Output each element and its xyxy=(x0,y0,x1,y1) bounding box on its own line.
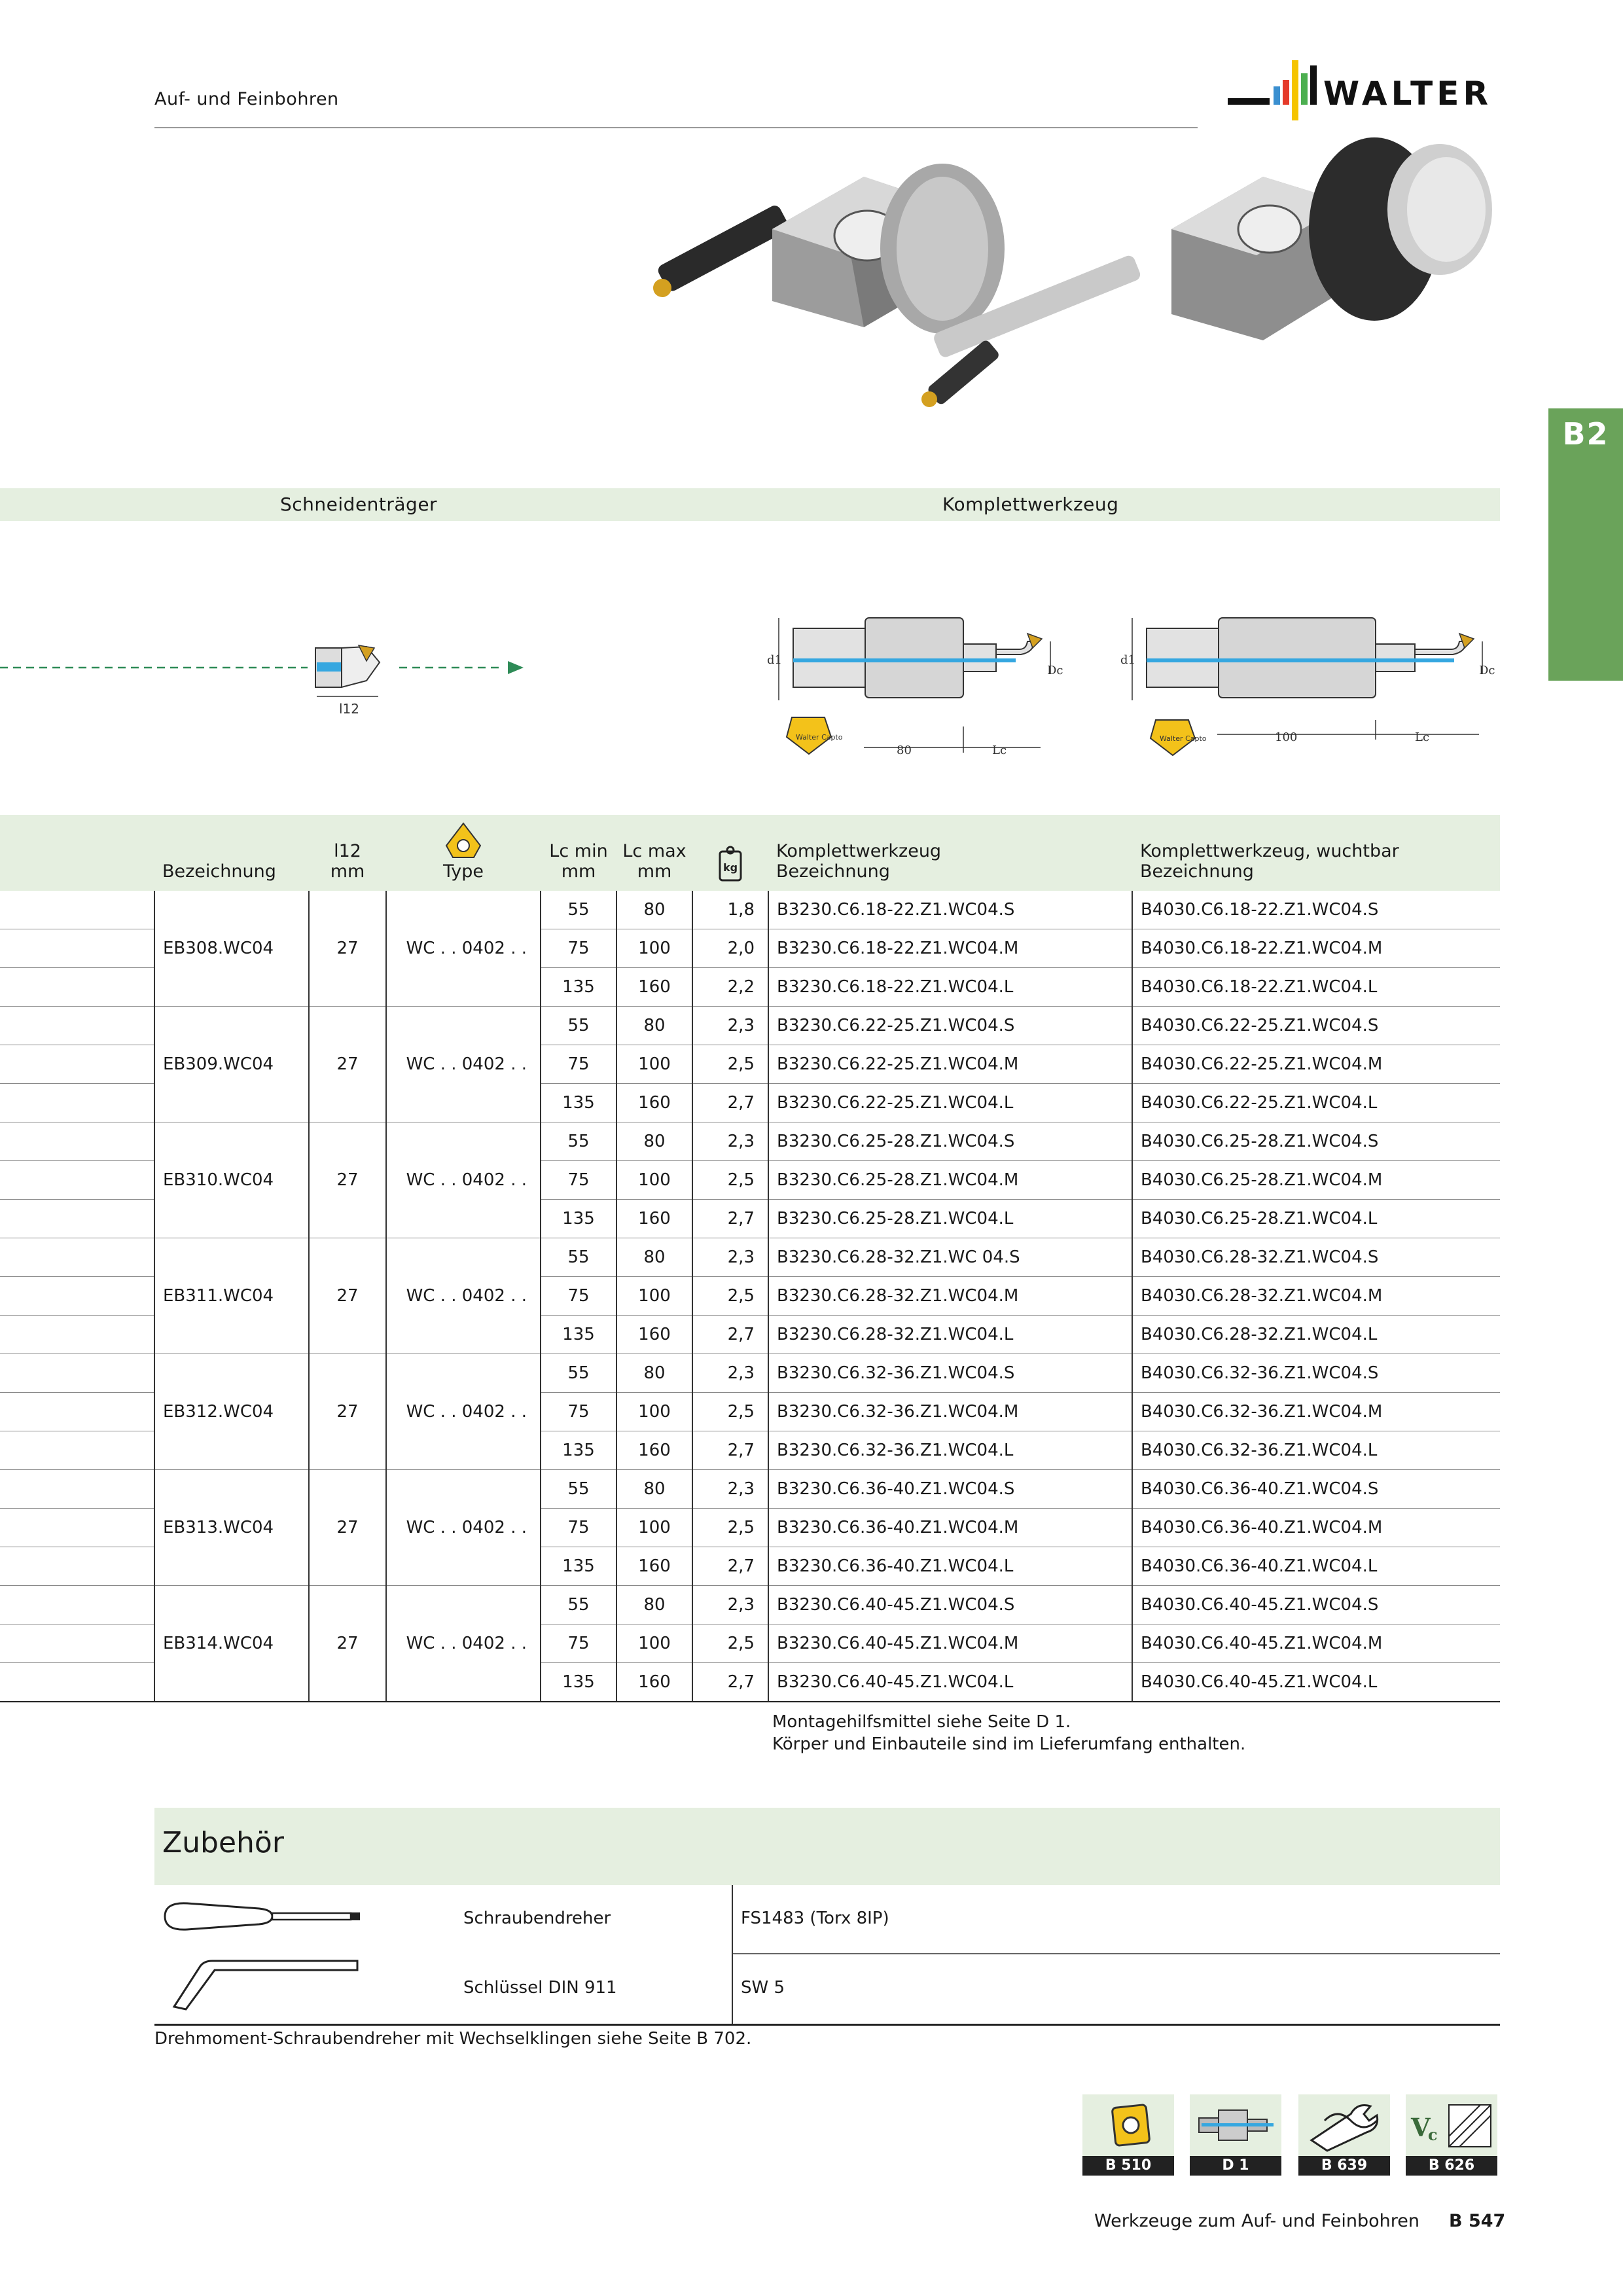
cell-type: WC . . 0402 . . xyxy=(386,1586,541,1702)
band-label-komplettwerkzeug: Komplettwerkzeug xyxy=(942,493,1119,515)
row-spacer xyxy=(0,891,154,929)
ref-assembly-label: D 1 xyxy=(1190,2156,1281,2176)
cell-weight: 2,2 xyxy=(692,968,768,1007)
cell-wucht: B4030.C6.36-40.Z1.WC04.M xyxy=(1132,1509,1500,1547)
ref-wrench-label: B 639 xyxy=(1298,2156,1390,2176)
cell-bezeichnung: EB308.WC04 xyxy=(154,891,309,1007)
cell-lc-min: 75 xyxy=(541,1393,616,1431)
accessories-header xyxy=(154,1808,1500,1885)
cell-wucht: B4030.C6.22-25.Z1.WC04.S xyxy=(1132,1007,1500,1045)
cell-komplett: B3230.C6.22-25.Z1.WC04.M xyxy=(768,1045,1132,1084)
cell-komplett: B3230.C6.40-45.Z1.WC04.S xyxy=(768,1586,1132,1624)
cell-bezeichnung: EB314.WC04 xyxy=(154,1586,309,1702)
cell-weight: 2,5 xyxy=(692,1161,768,1200)
long-tool-image xyxy=(921,137,1492,407)
cell-weight: 2,3 xyxy=(692,1354,768,1393)
cell-komplett: B3230.C6.36-40.Z1.WC04.M xyxy=(768,1509,1132,1547)
cell-wucht: B4030.C6.18-22.Z1.WC04.S xyxy=(1132,891,1500,929)
row-spacer xyxy=(0,1045,154,1084)
table-row xyxy=(0,1007,1500,1045)
cell-l12: 27 xyxy=(309,1122,386,1238)
cell-lc-max: 160 xyxy=(616,1200,692,1238)
dim-d1-label: d1 xyxy=(767,653,782,667)
cell-l12: 27 xyxy=(309,1354,386,1470)
table-header-row xyxy=(0,815,1500,891)
row-spacer xyxy=(0,1509,154,1547)
cell-lc-min: 75 xyxy=(541,1045,616,1084)
cell-wucht: B4030.C6.18-22.Z1.WC04.L xyxy=(1132,968,1500,1007)
cell-lc-max: 100 xyxy=(616,1393,692,1431)
row-spacer xyxy=(0,1161,154,1200)
note-line-1: Montagehilfsmittel siehe Seite D 1. xyxy=(772,1712,1071,1732)
dim-l12-label: l12 xyxy=(339,701,360,717)
section-title: Auf- und Feinbohren xyxy=(154,89,339,109)
cell-type: WC . . 0402 . . xyxy=(386,1007,541,1122)
cell-type: WC . . 0402 . . xyxy=(386,1354,541,1470)
cell-bezeichnung: EB313.WC04 xyxy=(154,1470,309,1586)
cell-weight: 2,3 xyxy=(692,1586,768,1624)
accessories-footnote: Drehmoment-Schraubendreher mit Wechselklingen siehe Seite B 702. xyxy=(154,2029,752,2049)
cell-wucht: B4030.C6.36-40.Z1.WC04.S xyxy=(1132,1470,1500,1509)
header-type: Type xyxy=(386,815,541,891)
svg-text:c: c xyxy=(1428,2125,1438,2144)
cell-lc-min: 55 xyxy=(541,1586,616,1624)
cell-lc-min: 135 xyxy=(541,1547,616,1586)
accessory-name-2: Schlüssel DIN 911 xyxy=(463,1978,617,1998)
dim-d1-label-2: d1 xyxy=(1120,653,1135,667)
screwdriver-icon xyxy=(161,1897,370,1936)
weight-icon xyxy=(717,845,743,882)
cell-bezeichnung: EB310.WC04 xyxy=(154,1122,309,1238)
cell-lc-min: 135 xyxy=(541,1200,616,1238)
cell-wucht: B4030.C6.22-25.Z1.WC04.L xyxy=(1132,1084,1500,1122)
cell-wucht: B4030.C6.25-28.Z1.WC04.M xyxy=(1132,1161,1500,1200)
header-spacer xyxy=(0,815,154,891)
header-bezeichnung: Bezeichnung xyxy=(154,815,309,891)
insert-type-icon xyxy=(444,822,483,859)
assembly-icon xyxy=(1190,2094,1281,2156)
cell-komplett: B3230.C6.40-45.Z1.WC04.L xyxy=(768,1663,1132,1702)
cell-lc-max: 160 xyxy=(616,1431,692,1470)
cell-lc-max: 100 xyxy=(616,929,692,968)
cell-l12: 27 xyxy=(309,1007,386,1122)
complete-tool-short-drawing xyxy=(759,602,1063,766)
cell-weight: 1,8 xyxy=(692,891,768,929)
cell-weight: 2,5 xyxy=(692,1393,768,1431)
cell-komplett: B3230.C6.25-28.Z1.WC04.L xyxy=(768,1200,1132,1238)
wrench-icon xyxy=(1298,2094,1390,2156)
dim-dc-label-2: Dc xyxy=(1479,664,1495,677)
cell-wucht: B4030.C6.40-45.Z1.WC04.M xyxy=(1132,1624,1500,1663)
chapter-tab-label: B2 xyxy=(1562,416,1609,452)
table-row xyxy=(0,1238,1500,1277)
cell-komplett: B3230.C6.32-36.Z1.WC04.S xyxy=(768,1354,1132,1393)
cell-lc-min: 75 xyxy=(541,1509,616,1547)
cell-komplett: B3230.C6.22-25.Z1.WC04.S xyxy=(768,1007,1132,1045)
row-spacer xyxy=(0,968,154,1007)
product-table xyxy=(0,815,1500,1702)
row-spacer xyxy=(0,1547,154,1586)
cell-komplett: B3230.C6.32-36.Z1.WC04.L xyxy=(768,1431,1132,1470)
cell-lc-min: 135 xyxy=(541,1316,616,1354)
header-l12: l12 mm xyxy=(309,815,386,891)
svg-text:kg: kg xyxy=(723,861,738,874)
cell-lc-max: 100 xyxy=(616,1624,692,1663)
cell-lc-max: 80 xyxy=(616,1470,692,1509)
cell-wucht: B4030.C6.32-36.Z1.WC04.M xyxy=(1132,1393,1500,1431)
short-tool-image xyxy=(653,164,1005,334)
cell-wucht: B4030.C6.32-36.Z1.WC04.L xyxy=(1132,1431,1500,1470)
row-spacer xyxy=(0,1624,154,1663)
walter-logo xyxy=(1228,60,1503,132)
ref-insert-label: B 510 xyxy=(1082,2156,1174,2176)
cell-lc-max: 160 xyxy=(616,1316,692,1354)
row-spacer xyxy=(0,1663,154,1702)
accessory-value-1: FS1483 (Torx 8IP) xyxy=(741,1909,889,1928)
cell-type: WC . . 0402 . . xyxy=(386,1122,541,1238)
cell-weight: 2,7 xyxy=(692,1084,768,1122)
ref-insert[interactable] xyxy=(1082,2094,1174,2176)
cell-lc-max: 160 xyxy=(616,968,692,1007)
cell-komplett: B3230.C6.18-22.Z1.WC04.S xyxy=(768,891,1132,929)
row-spacer xyxy=(0,1277,154,1316)
cell-lc-max: 80 xyxy=(616,1238,692,1277)
band-label-schneidentraeger: Schneidenträger xyxy=(280,493,438,515)
svg-text:V: V xyxy=(1411,2113,1431,2142)
cell-lc-min: 135 xyxy=(541,1431,616,1470)
cell-weight: 2,5 xyxy=(692,1277,768,1316)
cell-komplett: B3230.C6.32-36.Z1.WC04.M xyxy=(768,1393,1132,1431)
cell-weight: 2,7 xyxy=(692,1663,768,1702)
cell-wucht: B4030.C6.25-28.Z1.WC04.L xyxy=(1132,1200,1500,1238)
cell-wucht: B4030.C6.28-32.Z1.WC04.L xyxy=(1132,1316,1500,1354)
cell-wucht: B4030.C6.28-32.Z1.WC04.M xyxy=(1132,1277,1500,1316)
cell-weight: 2,5 xyxy=(692,1045,768,1084)
cell-komplett: B3230.C6.25-28.Z1.WC04.S xyxy=(768,1122,1132,1161)
cell-lc-min: 75 xyxy=(541,1624,616,1663)
row-spacer xyxy=(0,1238,154,1277)
ref-wrench[interactable] xyxy=(1298,2094,1390,2176)
cell-weight: 2,5 xyxy=(692,1509,768,1547)
cell-wucht: B4030.C6.18-22.Z1.WC04.M xyxy=(1132,929,1500,968)
page-number: B 547 xyxy=(1449,2211,1506,2231)
cell-komplett: B3230.C6.28-32.Z1.WC04.L xyxy=(768,1316,1132,1354)
cell-komplett: B3230.C6.25-28.Z1.WC04.M xyxy=(768,1161,1132,1200)
cell-bezeichnung: EB312.WC04 xyxy=(154,1354,309,1470)
header-komplett: Komplettwerkzeug Bezeichnung xyxy=(768,815,1132,891)
cell-l12: 27 xyxy=(309,1238,386,1354)
table-body xyxy=(0,891,1500,1702)
cell-komplett: B3230.C6.28-32.Z1.WC04.M xyxy=(768,1277,1132,1316)
header-rule xyxy=(154,127,1198,128)
cell-weight: 2,3 xyxy=(692,1122,768,1161)
cell-lc-min: 75 xyxy=(541,929,616,968)
row-spacer xyxy=(0,1393,154,1431)
table-row xyxy=(0,1354,1500,1393)
accessories-title: Zubehör xyxy=(162,1826,284,1859)
cell-lc-min: 55 xyxy=(541,891,616,929)
row-spacer xyxy=(0,1122,154,1161)
accessory-row-divider xyxy=(733,1953,1500,1954)
cell-komplett: B3230.C6.36-40.Z1.WC04.L xyxy=(768,1547,1132,1586)
cell-weight: 2,0 xyxy=(692,929,768,968)
row-spacer xyxy=(0,1007,154,1045)
capto-badge-label: Walter Capto xyxy=(796,733,843,742)
row-spacer xyxy=(0,1084,154,1122)
product-photo xyxy=(641,131,1505,471)
cell-lc-min: 135 xyxy=(541,1663,616,1702)
cell-lc-max: 100 xyxy=(616,1161,692,1200)
ref-cutting-data[interactable] xyxy=(1406,2094,1497,2176)
ref-cutting-data-label: B 626 xyxy=(1406,2156,1497,2176)
hex-key-icon xyxy=(161,1954,370,2013)
cell-lc-max: 80 xyxy=(616,891,692,929)
capto-badge-label-2: Walter Capto xyxy=(1160,734,1207,743)
cell-lc-max: 100 xyxy=(616,1045,692,1084)
cell-type: WC . . 0402 . . xyxy=(386,1470,541,1586)
table-row xyxy=(0,891,1500,929)
cell-komplett: B3230.C6.18-22.Z1.WC04.M xyxy=(768,929,1132,968)
cell-komplett: B3230.C6.36-40.Z1.WC04.S xyxy=(768,1470,1132,1509)
dim-lc-label: Lc xyxy=(992,744,1007,757)
table-row xyxy=(0,1470,1500,1509)
cell-lc-max: 80 xyxy=(616,1007,692,1045)
cell-weight: 2,7 xyxy=(692,1547,768,1586)
cell-type: WC . . 0402 . . xyxy=(386,891,541,1007)
cell-lc-min: 55 xyxy=(541,1470,616,1509)
header-lc-min: Lc min mm xyxy=(541,815,616,891)
accessory-column-divider xyxy=(732,1885,733,2024)
insert-icon xyxy=(1082,2094,1174,2156)
cell-wucht: B4030.C6.36-40.Z1.WC04.L xyxy=(1132,1547,1500,1586)
row-spacer xyxy=(0,1200,154,1238)
cell-lc-min: 55 xyxy=(541,1238,616,1277)
cell-weight: 2,3 xyxy=(692,1470,768,1509)
cell-lc-min: 135 xyxy=(541,968,616,1007)
accessory-name-1: Schraubendreher xyxy=(463,1909,611,1928)
cell-weight: 2,3 xyxy=(692,1007,768,1045)
cell-weight: 2,5 xyxy=(692,1624,768,1663)
cell-lc-min: 55 xyxy=(541,1354,616,1393)
cell-l12: 27 xyxy=(309,891,386,1007)
cell-lc-max: 80 xyxy=(616,1122,692,1161)
ref-assembly[interactable] xyxy=(1190,2094,1281,2176)
cell-lc-max: 160 xyxy=(616,1663,692,1702)
row-spacer xyxy=(0,1354,154,1393)
header-lc-max: Lc max mm xyxy=(616,815,692,891)
cell-weight: 2,7 xyxy=(692,1200,768,1238)
cell-bezeichnung: EB309.WC04 xyxy=(154,1007,309,1122)
cell-lc-min: 55 xyxy=(541,1122,616,1161)
cell-wucht: B4030.C6.28-32.Z1.WC04.S xyxy=(1132,1238,1500,1277)
cell-wucht: B4030.C6.40-45.Z1.WC04.S xyxy=(1132,1586,1500,1624)
accessory-value-2: SW 5 xyxy=(741,1978,785,1998)
cell-komplett: B3230.C6.22-25.Z1.WC04.L xyxy=(768,1084,1132,1122)
table-row xyxy=(0,1122,1500,1161)
cell-komplett: B3230.C6.40-45.Z1.WC04.M xyxy=(768,1624,1132,1663)
cell-bezeichnung: EB311.WC04 xyxy=(154,1238,309,1354)
cell-wucht: B4030.C6.32-36.Z1.WC04.S xyxy=(1132,1354,1500,1393)
dim-dc-label: Dc xyxy=(1047,664,1063,677)
cutting-data-icon xyxy=(1406,2094,1497,2156)
dim-80-label: 80 xyxy=(897,744,912,757)
cell-komplett: B3230.C6.18-22.Z1.WC04.L xyxy=(768,968,1132,1007)
header-wucht: Komplettwerkzeug, wuchtbar Bezeichnung xyxy=(1132,815,1500,891)
cell-lc-max: 100 xyxy=(616,1277,692,1316)
brand-text: WALTER xyxy=(1323,75,1492,113)
cell-wucht: B4030.C6.22-25.Z1.WC04.M xyxy=(1132,1045,1500,1084)
cell-lc-max: 80 xyxy=(616,1354,692,1393)
cell-wucht: B4030.C6.40-45.Z1.WC04.L xyxy=(1132,1663,1500,1702)
row-spacer xyxy=(0,1316,154,1354)
cell-weight: 2,7 xyxy=(692,1316,768,1354)
cell-lc-min: 135 xyxy=(541,1084,616,1122)
row-spacer xyxy=(0,1431,154,1470)
cell-lc-max: 160 xyxy=(616,1547,692,1586)
footer-title: Werkzeuge zum Auf- und Feinbohren xyxy=(1094,2211,1420,2231)
row-spacer xyxy=(0,1586,154,1624)
cell-type: WC . . 0402 . . xyxy=(386,1238,541,1354)
cell-lc-min: 75 xyxy=(541,1161,616,1200)
header-weight xyxy=(692,815,768,891)
dim-lc-label-2: Lc xyxy=(1415,730,1430,744)
accessories-bottom-rule xyxy=(154,2024,1500,2026)
cell-lc-min: 55 xyxy=(541,1007,616,1045)
cutting-head-drawing xyxy=(0,628,537,720)
cell-lc-max: 100 xyxy=(616,1509,692,1547)
cell-weight: 2,7 xyxy=(692,1431,768,1470)
cell-lc-max: 160 xyxy=(616,1084,692,1122)
complete-tool-long-drawing xyxy=(1113,602,1505,766)
cell-wucht: B4030.C6.25-28.Z1.WC04.S xyxy=(1132,1122,1500,1161)
table-row xyxy=(0,1586,1500,1624)
row-spacer xyxy=(0,1470,154,1509)
dim-100-label: 100 xyxy=(1275,730,1298,744)
note-line-2: Körper und Einbauteile sind im Lieferumfang enthalten. xyxy=(772,1734,1246,1754)
cell-weight: 2,3 xyxy=(692,1238,768,1277)
cell-lc-min: 75 xyxy=(541,1277,616,1316)
cell-l12: 27 xyxy=(309,1586,386,1702)
row-spacer xyxy=(0,929,154,968)
cell-komplett: B3230.C6.28-32.Z1.WC 04.S xyxy=(768,1238,1132,1277)
cell-lc-max: 80 xyxy=(616,1586,692,1624)
cell-l12: 27 xyxy=(309,1470,386,1586)
category-band xyxy=(0,488,1500,521)
